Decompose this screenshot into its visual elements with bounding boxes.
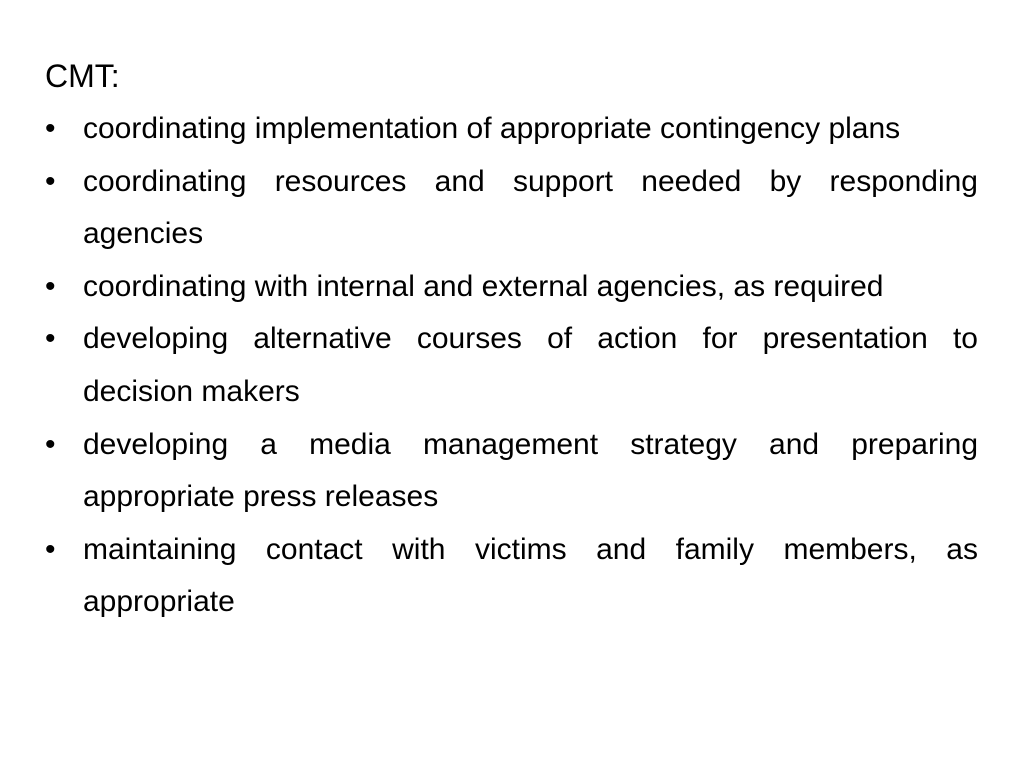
- bullet-item: [45, 313, 978, 418]
- bullet-text: coordinating with internal and external agencies, as required: [83, 269, 884, 303]
- bullet-item: [45, 156, 978, 261]
- bullet-text: developing a media management strategy and preparing appropriate press releases: [83, 427, 978, 514]
- bullet-item: [45, 419, 978, 524]
- bullet-point-icon: •: [45, 269, 56, 303]
- bullet-text: developing alternative courses of action for presentation to decision makers: [83, 322, 978, 408]
- bullet-point-icon: •: [45, 112, 56, 145]
- bullet-point-icon: •: [45, 427, 56, 461]
- bullet-text: coordinating implementation of appropriate contingency plans: [83, 112, 901, 145]
- bullet-point-icon: •: [45, 164, 56, 198]
- bullet-text: coordinating resources and support needed by responding agencies: [83, 164, 978, 251]
- bullet-list: [45, 103, 978, 629]
- bullet-point-icon: •: [45, 322, 56, 356]
- bullet-text: maintaining contact with victims and family members, as appropriate: [83, 532, 978, 619]
- bullet-item: [45, 103, 978, 156]
- slide-heading: CMT:: [45, 58, 120, 94]
- bullet-point-icon: •: [45, 532, 56, 566]
- bullet-item: [45, 524, 978, 629]
- bullet-item: [45, 261, 978, 314]
